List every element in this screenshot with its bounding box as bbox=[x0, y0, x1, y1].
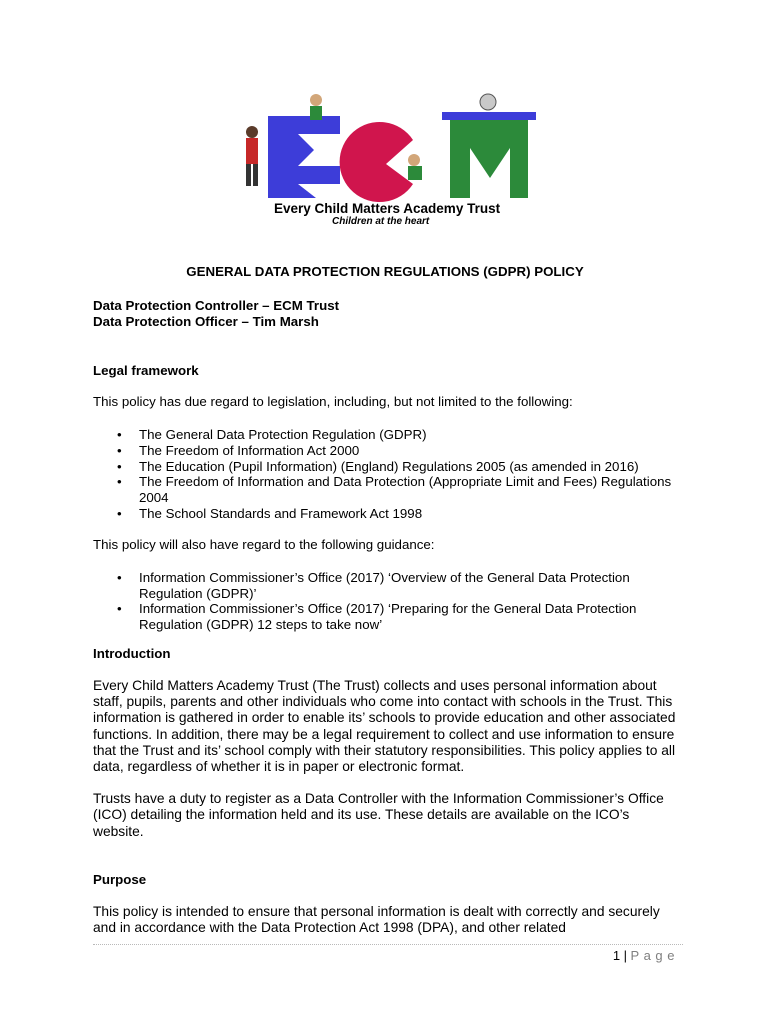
list-item: • Information Commissioner’s Office (2017) ‘Overview of the General Data Protection Regulation (GDPR)’ bbox=[117, 569, 630, 601]
logo-name: Every Child Matters Academy Trust bbox=[274, 201, 501, 216]
logo-letter-c bbox=[340, 122, 413, 202]
page-separator: | bbox=[623, 948, 628, 963]
controller-line: Data Protection Controller – ECM Trust bbox=[93, 298, 340, 313]
roles-block bbox=[93, 298, 683, 330]
list-item: • The General Data Protection Regulation (GDPR) bbox=[117, 427, 427, 442]
logo-tagline: Children at the heart bbox=[332, 216, 430, 227]
guidance-intro: This policy will also have regard to the following guidance: bbox=[93, 536, 435, 552]
page-number: 1 bbox=[612, 948, 621, 963]
introduction-paragraph-2: Trusts have a duty to register as a Data Controller with the Information Commissioner’s Office (ICO) detailing the information held and its use. These details are available on the ICO’s website. bbox=[93, 791, 664, 839]
page-label: P a g e bbox=[630, 948, 675, 963]
page-footer bbox=[613, 948, 675, 963]
purpose-heading: Purpose bbox=[93, 872, 147, 887]
footer-divider bbox=[93, 944, 683, 945]
list-item: • The Education (Pupil Information) (England) Regulations 2005 (as amended in 2016) bbox=[117, 458, 639, 474]
ecm-trust-logo bbox=[228, 88, 540, 230]
logo-letter-e bbox=[268, 116, 340, 198]
child-figure-left bbox=[246, 126, 258, 186]
child-figure-top bbox=[310, 94, 322, 120]
logo-letter-m bbox=[442, 112, 536, 198]
legislation-list bbox=[93, 427, 683, 522]
list-item: • The Freedom of Information Act 2000 bbox=[117, 442, 360, 458]
list-item: • The Freedom of Information and Data Protection (Appropriate Limit and Fees) Regulations 2004 bbox=[117, 474, 672, 506]
purpose-section bbox=[93, 872, 683, 936]
introduction-paragraph-1: Every Child Matters Academy Trust (The Trust) collects and uses personal information about staff, pupils, parents and other individuals who come into contact with schools in the Trust. This information is gathered in order to enable its’ schools to provide education and other associated functions. In addition, there may be a legal requirement to collect and use information to ensure that the Trust and its’ school comply with their statutory responsibilities. This policy applies to all data, regardless of whether it is in paper or electronic format. bbox=[93, 678, 676, 775]
introduction-heading: Introduction bbox=[93, 646, 171, 661]
legal-framework-section bbox=[93, 363, 683, 633]
document-title: GENERAL DATA PROTECTION REGULATIONS (GDPR) POLICY bbox=[186, 264, 584, 279]
list-item: • The School Standards and Framework Act 1998 bbox=[117, 505, 423, 521]
legal-intro: This policy has due regard to legislation, including, but not limited to the following: bbox=[93, 394, 573, 409]
guidance-list bbox=[93, 570, 683, 633]
child-figure-middle bbox=[408, 154, 422, 180]
officer-line: Data Protection Officer – Tim Marsh bbox=[93, 314, 319, 329]
legal-framework-heading: Legal framework bbox=[93, 363, 199, 378]
child-figure-right bbox=[480, 94, 496, 110]
introduction-section bbox=[93, 646, 683, 840]
purpose-paragraph-1: This policy is intended to ensure that personal information is dealt with correctly and securely and in accordance with the Data Protection Act 1998 (DPA), and other related bbox=[93, 904, 660, 936]
list-item: • Information Commissioner’s Office (2017) ‘Preparing for the General Data Protection Regulation (GDPR) 12 steps to take now’ bbox=[117, 601, 637, 633]
